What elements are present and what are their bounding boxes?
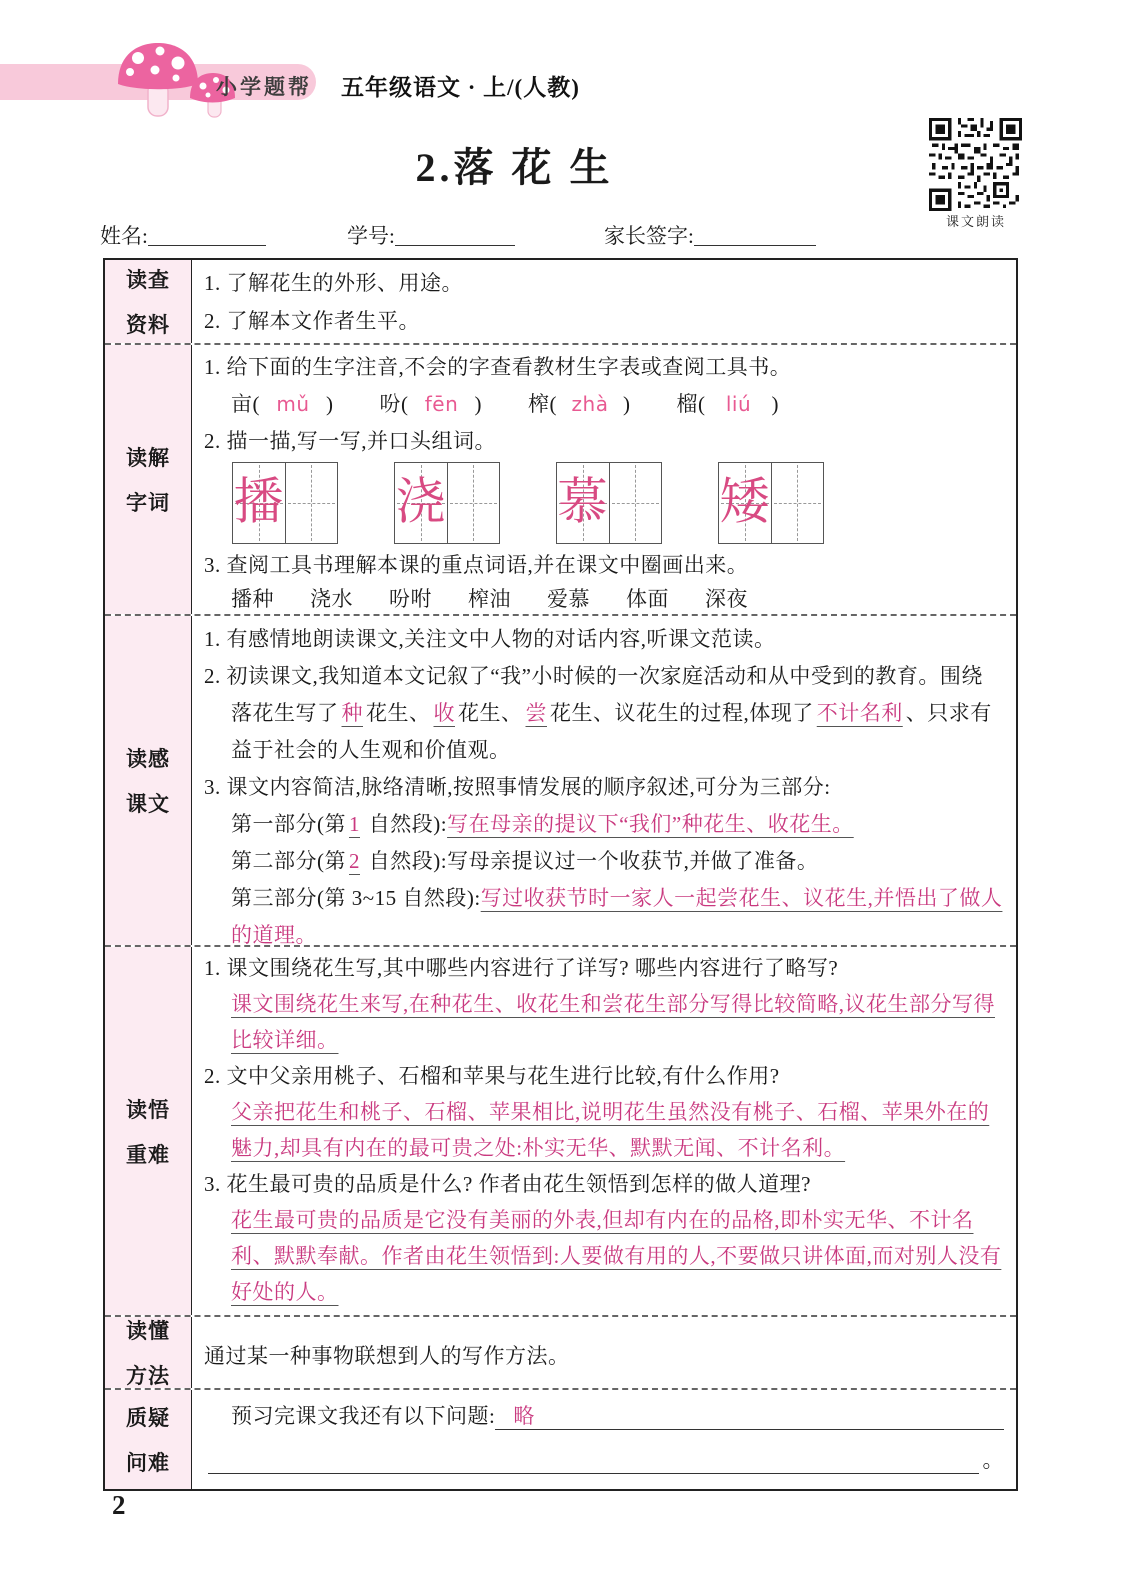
paren-close: ) [326,392,334,416]
section-content [192,616,1016,945]
period-mark: 。 [982,1448,1004,1472]
practice-cell [719,463,771,543]
blank-answer: 收 [433,701,455,725]
section-read-key-points [105,945,1016,1315]
hanzi: 榨 [528,392,550,416]
section-label [105,260,192,343]
paren-close: ) [771,392,779,416]
practice-cell [557,463,609,543]
key-word: 体面 [626,587,669,611]
section-label-line1: 读查 [126,268,170,292]
practice-cell [395,463,447,543]
question-blank-row [204,1444,1004,1474]
key-word: 爱慕 [547,587,590,611]
section-label [105,1390,192,1489]
practice-cell [447,463,500,543]
section-content [192,345,1016,614]
section-label-line2: 资料 [126,313,170,337]
trace-box [556,462,662,544]
section-label [105,616,192,945]
pinyin-row [204,384,1004,424]
section-label-line1: 读懂 [126,1319,170,1343]
practice-cell [771,463,824,543]
section-read-research [105,260,1016,343]
trace-character: 矮 [719,473,770,530]
question-prompt-row [204,1400,1004,1430]
blank-answer: 不计名利 [816,701,903,725]
paren-open: ( [549,392,557,416]
text-segment: 第二部分(第 [231,849,346,873]
part-line [204,843,1004,880]
question: 2. 描一描,写一写,并口头组词。 [204,429,496,453]
paren-open: ( [401,392,409,416]
paren-open: ( [698,392,706,416]
text-segment: 自然段):写母亲提议过一个收获节,并做了准备。 [363,849,819,873]
paren-close: ) [623,392,631,416]
trace-box [718,462,824,544]
brand-name: 小学题帮 [216,76,312,99]
pinyin-answer: fēn [424,392,459,416]
trace-grid-row [232,462,1004,544]
student-id-label: 学号: [347,224,395,248]
text-segment: 2. 初读课文,我知道本文记叙了“我”小时候的一次家庭活动和从中受到的教育。围绕落花生写了 [204,664,983,725]
part-line [204,880,1004,945]
parent-sign-field [604,220,816,250]
blank-answer: 2 [349,849,360,873]
section-label-line2: 问难 [126,1451,170,1475]
section-label-line1: 读解 [126,446,170,470]
qr-code [929,118,1022,211]
key-word: 榨油 [468,587,511,611]
page-number: 2 [112,1490,126,1520]
pinyin-item [380,387,483,421]
section-content [192,1317,1016,1388]
section-content [192,1390,1016,1489]
student-id-blank [395,223,515,246]
pinyin-item [677,387,780,421]
question: 1. 课文围绕花生写,其中哪些内容进行了详写? 哪些内容进行了略写? [204,956,839,980]
trace-box [232,462,338,544]
text-segment: 花生、议花生的过程,体现了 [550,701,814,725]
key-word: 深夜 [705,587,748,611]
prompt-text: 预习完课文我还有以下问题: [231,1404,496,1428]
answer-line [204,1202,1004,1310]
section-label-line2: 方法 [126,1364,170,1388]
section-label-line1: 读感 [126,747,170,771]
task-item: 1. 有感情地朗读课文,关注文中人物的对话内容,听课文范读。 [204,627,776,651]
key-word: 播种 [231,587,274,611]
pinyin-item [528,387,631,421]
key-words-row [204,582,1004,614]
written-answer: 写在母亲的提议下“我们”种花生、收花生。 [447,812,854,836]
key-word: 浇水 [310,587,353,611]
text-segment: 、只求有益于社会的人生观和价值观。 [231,701,992,762]
question: 1. 给下面的生字注音,不会的字查看教材生字表或查阅工具书。 [204,355,792,379]
edition-text: 五年级语文 · 上/(人教) [341,75,580,100]
task-item [204,658,1004,769]
part-line [204,806,1004,843]
written-answer: 花生最可贵的品质是它没有美丽的外表,但却有内在的品格,即朴实无华、不计名利、默默奉献。作者由花生领悟到:人要做有用的人,不要做只讲体面,而对别人没有好处的人。 [231,1208,1002,1304]
practice-cell [285,463,338,543]
hanzi: 吩 [379,392,401,416]
text-segment: 第三部分(第 3~15 自然段): [231,886,481,910]
paren-open: ( [252,392,260,416]
section-label-line2: 字词 [126,491,170,515]
name-blank [148,223,266,246]
pinyin-item [231,387,334,421]
paren-close: ) [474,392,482,416]
answer-blank: 略 [495,1400,1004,1430]
blank-answer: 尝 [525,701,547,725]
question: 3. 查阅工具书理解本课的重点词语,并在课文中圈画出来。 [204,553,749,577]
text-segment: 第一部分(第 [231,812,346,836]
question: 2. 文中父亲用桃子、石榴和苹果与花生进行比较,有什么作用? [204,1064,780,1088]
parent-sign-blank [694,223,816,246]
section-label [105,1317,192,1388]
student-id-field [347,220,515,250]
key-word: 吩咐 [389,587,432,611]
practice-cell [609,463,662,543]
worksheet-table [103,258,1018,1491]
section-label [105,345,192,614]
name-field [100,220,266,250]
answer-line [204,986,1004,1058]
section-questions [105,1388,1016,1489]
question: 3. 花生最可贵的品质是什么? 作者由花生领悟到怎样的做人道理? [204,1172,811,1196]
answer-line [204,1094,1004,1166]
section-label-line1: 读悟 [126,1097,170,1122]
text-segment: 花生、 [366,701,431,725]
trace-character: 慕 [557,473,608,530]
section-content [192,260,1016,343]
written-answer: 父亲把花生和桃子、石榴、苹果相比,说明花生虽然没有桃子、石榴、苹果外在的魅力,却具有内在的最可贵之处:朴实无华、默默无闻、不计名利。 [231,1100,990,1160]
task-item: 1. 了解花生的外形、用途。 [204,271,463,295]
section-label-line2: 课文 [126,792,170,816]
text-segment: 自然段): [363,812,448,836]
trace-character: 播 [233,473,284,530]
section-read-words [105,343,1016,614]
task-item: 2. 了解本文作者生平。 [204,309,420,333]
pinyin-answer: liú [725,392,752,416]
written-answer: 写过收获节时一家人一起尝花生、议花生,并悟出了做人的道理。 [231,886,1003,945]
name-label: 姓名: [100,224,148,248]
task-item: 3. 课文内容简洁,脉络清晰,按照事情发展的顺序叙述,可分为三部分: [204,775,831,799]
section-read-text [105,614,1016,945]
section-content [192,947,1016,1315]
section-read-method [105,1315,1016,1388]
hanzi: 亩 [231,392,253,416]
practice-cell [233,463,285,543]
blank-answer: 1 [349,812,360,836]
written-answer: 课文围绕花生来写,在种花生、收花生和尝花生部分写得比较简略,议花生部分写得比较详细。 [231,992,995,1052]
trace-box [394,462,500,544]
method-text: 通过某一种事物联想到人的写作方法。 [204,1343,570,1368]
section-label-line1: 质疑 [126,1406,170,1430]
qr-caption: 课文朗读 [945,214,1006,229]
blank-answer: 种 [341,701,363,725]
hanzi: 榴 [676,392,698,416]
section-label-line2: 重难 [126,1142,170,1167]
pinyin-answer: mǔ [276,392,310,416]
section-label [105,947,192,1315]
text-segment: 花生、 [458,701,523,725]
trace-character: 浇 [395,473,446,530]
lesson-title: 2.落 花 生 [415,145,614,190]
pinyin-answer: zhà [571,392,609,416]
answer-blank [208,1444,979,1474]
parent-sign-label: 家长签字: [604,224,694,248]
